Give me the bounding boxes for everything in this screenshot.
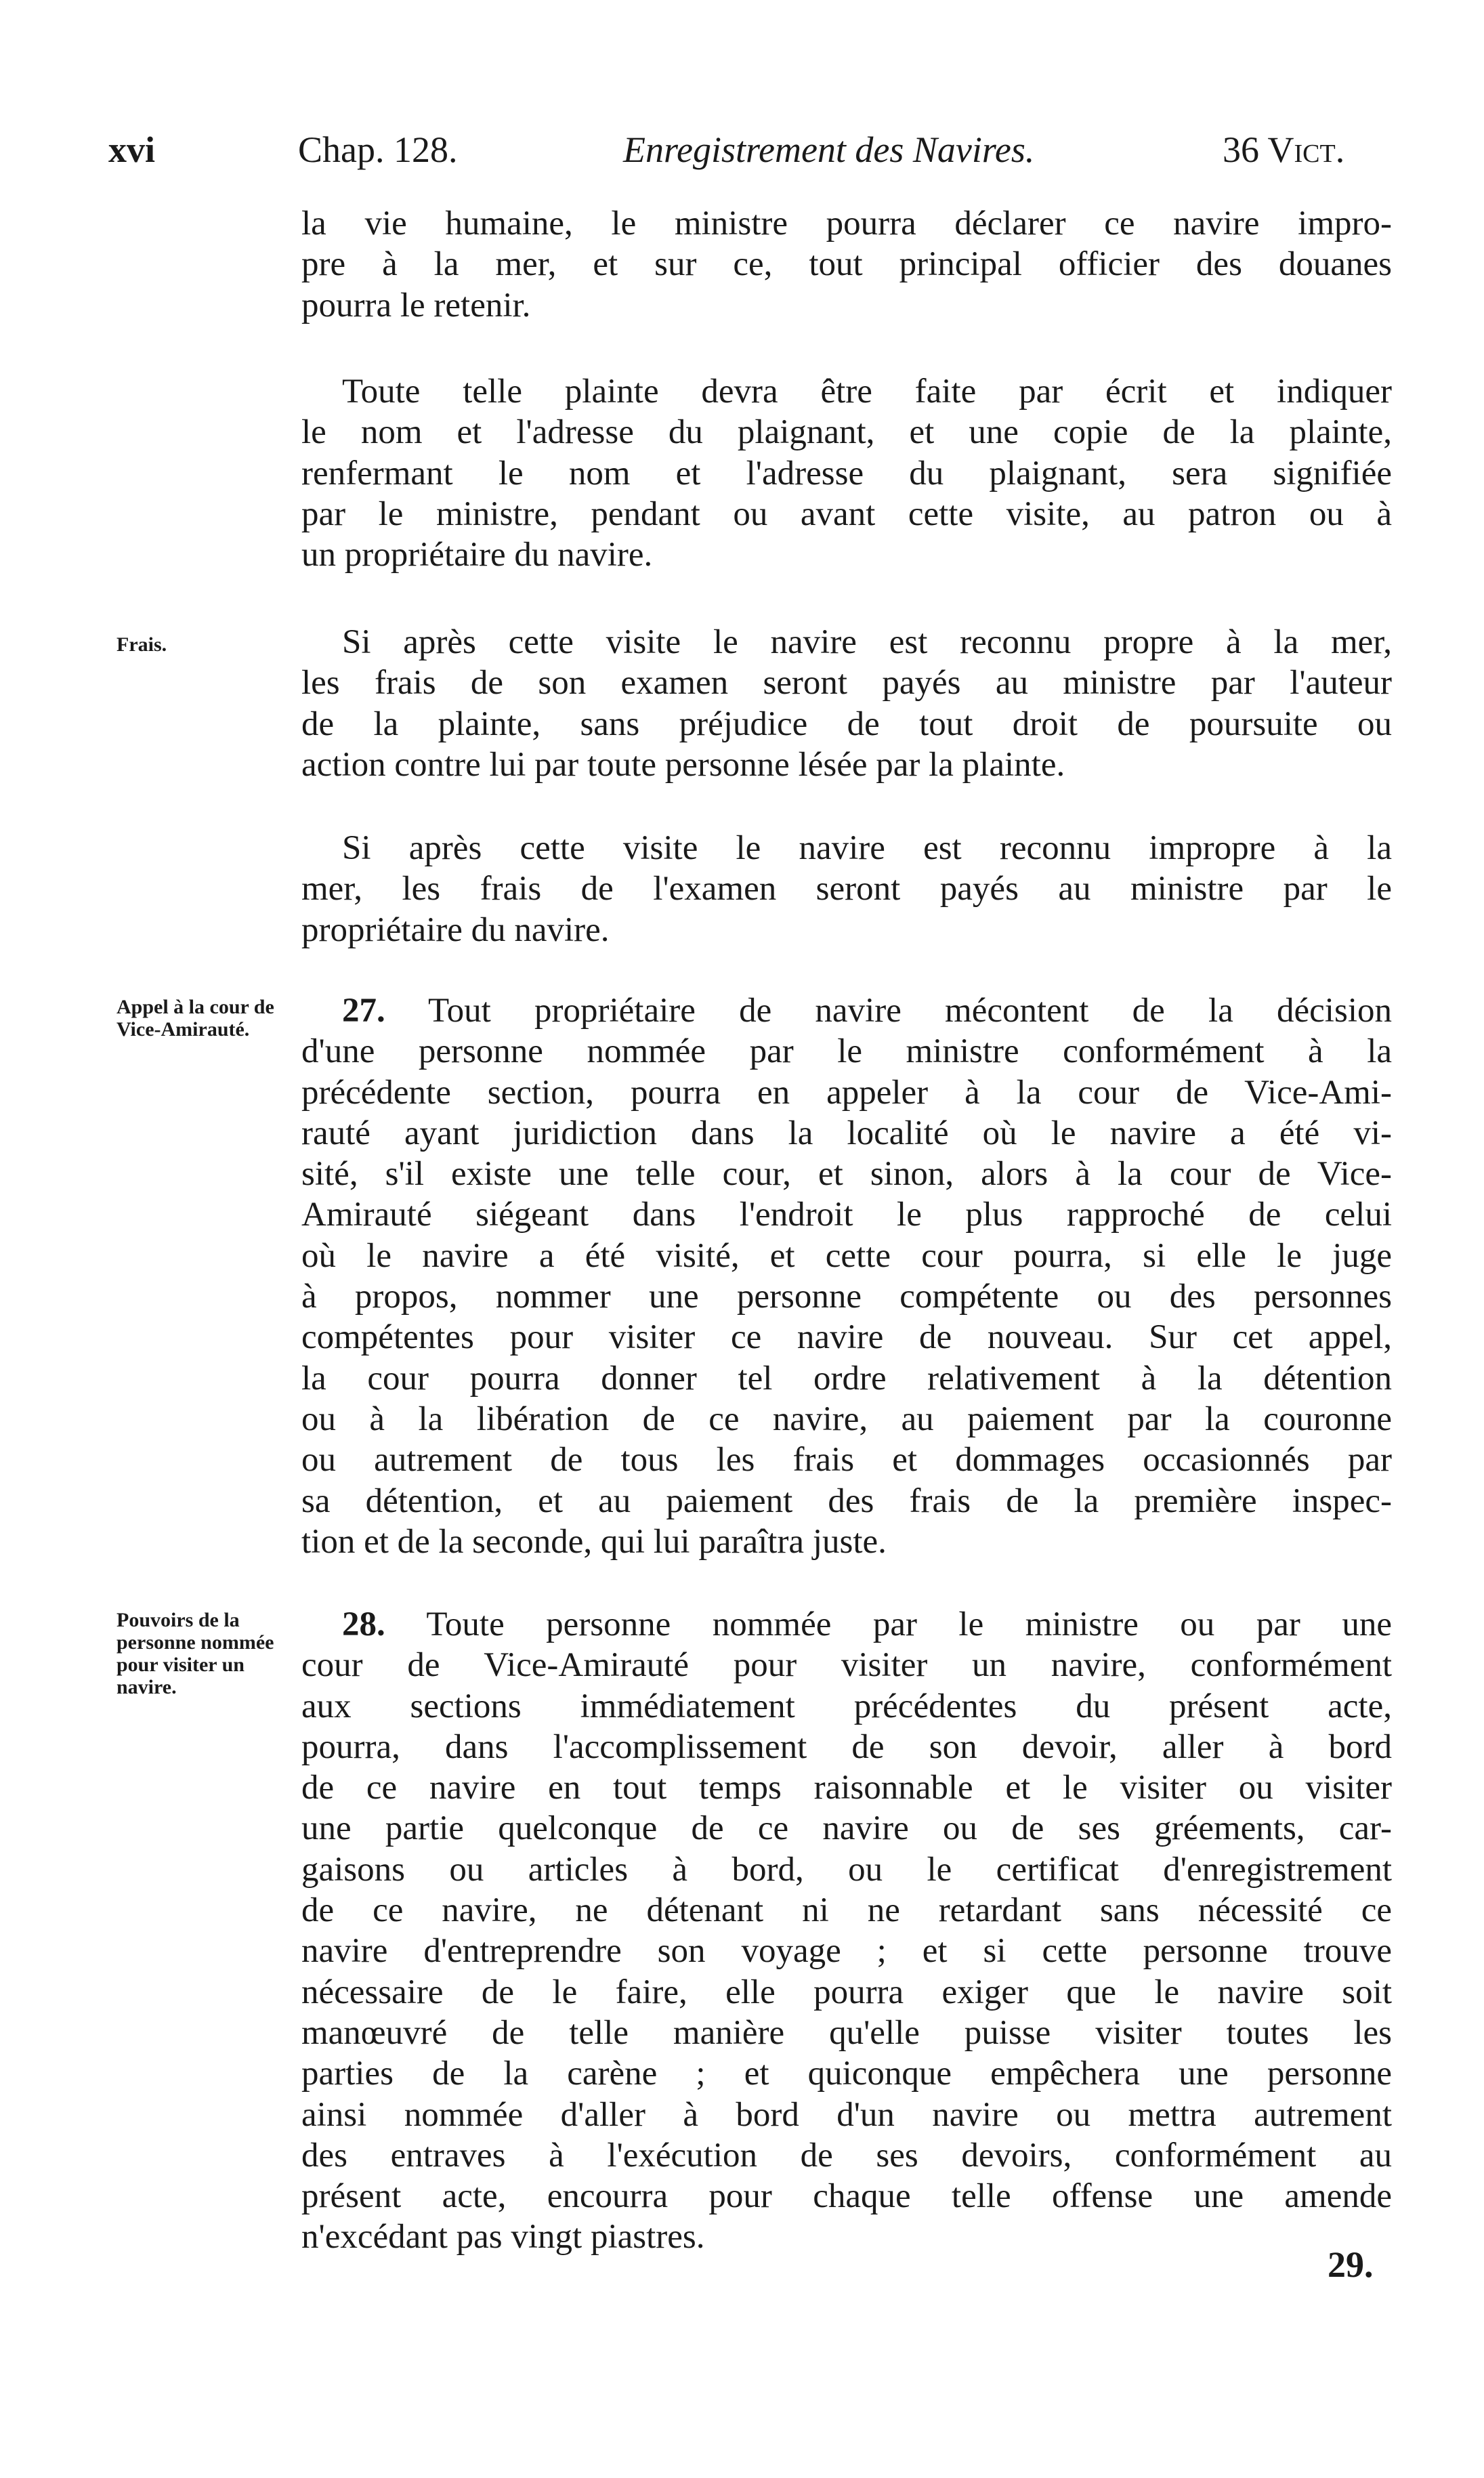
text-line: nécessaire de le faire, elle pourra exiger que le navire soit [301, 1973, 1392, 2011]
text-line: une partie quelconque de ce navire ou de ses gréements, car- [301, 1809, 1392, 1848]
paragraph-costs-unfit [301, 828, 1392, 950]
text-line: des entraves à l'exécution de ses devoirs, conformément au [301, 2136, 1392, 2175]
text-line: pre à la mer, et sur ce, tout principal officier des douanes [301, 245, 1392, 284]
text-line: action contre lui par toute personne lésée par la plainte. [301, 745, 1065, 784]
text-line: le nom et l'adresse du plaignant, et une copie de la plainte, [301, 413, 1392, 452]
text-line: Si après cette visite le navire est reconnu propre à la mer, [342, 623, 1392, 661]
text-line: où le navire a été visité, et cette cour pourra, si elle le juge [301, 1236, 1392, 1275]
text-line: tion et de la seconde, qui lui paraîtra juste. [301, 1522, 887, 1561]
section-28 [301, 1604, 1392, 2258]
text-line: Amirauté siégeant dans l'endroit le plus rapproché de celui [301, 1196, 1392, 1234]
section-number: 27. [342, 992, 385, 1030]
text-line: sité, s'il existe une telle cour, et sinon, alors à la cour de Vice- [301, 1155, 1392, 1194]
text-line: à propos, nommer une personne compétente ou des personnes [301, 1278, 1392, 1316]
text-line: aux sections immédiatement précédentes du présent acte, [301, 1687, 1392, 1725]
text-line: présent acte, encourra pour chaque telle offense une amende [301, 2177, 1392, 2216]
text-line: ou à la libération de ce navire, au paiement par la couronne [301, 1400, 1392, 1438]
text-line: ainsi nommée d'aller à bord d'un navire ou mettra autrement [301, 2095, 1392, 2134]
text-line: compétentes pour visiter ce navire de nouveau. Sur cet appel, [301, 1318, 1392, 1357]
regnal-year: 36 Vict. [1223, 129, 1345, 170]
text-line: renfermant le nom et l'adresse du plaignant, sera signifiée [301, 454, 1392, 492]
text-line: précédente section, pourra en appeler à la cour de Vice-Ami- [301, 1073, 1392, 1112]
running-title: Enregistrement des Navires. [623, 129, 1035, 170]
text-line [301, 1604, 1392, 1645]
page-number: xvi [108, 129, 156, 170]
text-line: manœuvré de telle manière qu'elle puisse visiter toutes les [301, 2013, 1392, 2052]
text-line: un propriétaire du navire. [301, 536, 653, 574]
text-line: la cour pourra donner tel ordre relativement à la détention [301, 1359, 1392, 1398]
text-line: d'une personne nommée par le ministre conformément à la [301, 1032, 1392, 1071]
text-line: mer, les frais de l'examen seront payés au ministre par le [301, 870, 1392, 908]
catchword: 29. [1328, 2244, 1374, 2285]
margin-note-pouvoirs: Pouvoirs de la personne nommée pour visiter un navire. [116, 1609, 274, 1698]
section-number: 28. [342, 1605, 385, 1643]
running-header [0, 129, 1484, 183]
text-line: de la plainte, sans préjudice de tout droit de poursuite ou [301, 705, 1392, 743]
text-line: navire d'entreprendre son voyage ; et si cette personne trouve [301, 1932, 1392, 1971]
text-line: ou autrement de tous les frais et dommages occasionnés par [301, 1441, 1392, 1479]
text-line: de ce navire en tout temps raisonnable et le visiter ou visiter [301, 1769, 1392, 1807]
text-line: sa détention, et au paiement des frais de la première inspec- [301, 1482, 1392, 1520]
text-line: n'excédant pas vingt piastres. [301, 2218, 705, 2256]
paragraph-complaint [301, 371, 1392, 575]
paragraph-costs-fit [301, 622, 1392, 785]
text-line: de ce navire, ne détenant ni ne retardant sans nécessité ce [301, 1891, 1392, 1930]
text-line: propriétaire du navire. [301, 910, 610, 949]
text-line [301, 990, 1392, 1031]
chapter-label: Chap. 128. [298, 129, 458, 170]
text-line: la vie humaine, le ministre pourra déclarer ce navire impro- [301, 205, 1392, 243]
section-text: Toute personne nommée par le ministre ou par une [426, 1605, 1392, 1643]
text-line: pourra, dans l'accomplissement de son devoir, aller à bord [301, 1727, 1392, 1766]
text-line: Si après cette visite le navire est reconnu impropre à la [342, 829, 1392, 867]
margin-note-frais: Frais. [116, 633, 167, 656]
section-27 [301, 990, 1392, 1562]
text-line: cour de Vice-Amirauté pour visiter un navire, conformément [301, 1646, 1392, 1685]
paragraph-continuation [301, 203, 1392, 326]
text-line: par le ministre, pendant ou avant cette visite, au patron ou à [301, 495, 1392, 533]
text-line: gaisons ou articles à bord, ou le certificat d'enregistrement [301, 1850, 1392, 1889]
text-line: les frais de son examen seront payés au ministre par l'auteur [301, 664, 1392, 702]
text-line: parties de la carène ; et quiconque empêchera une personne [301, 2055, 1392, 2093]
section-text: Tout propriétaire de navire mécontent de la décision [428, 992, 1392, 1030]
text-line: rauté ayant juridiction dans la localité où le navire a été vi- [301, 1114, 1392, 1152]
text-line: Toute telle plainte devra être faite par écrit et indiquer [342, 373, 1392, 411]
text-line: pourra le retenir. [301, 286, 531, 324]
margin-note-appel: Appel à la cour de Vice-Amirauté. [116, 996, 274, 1041]
